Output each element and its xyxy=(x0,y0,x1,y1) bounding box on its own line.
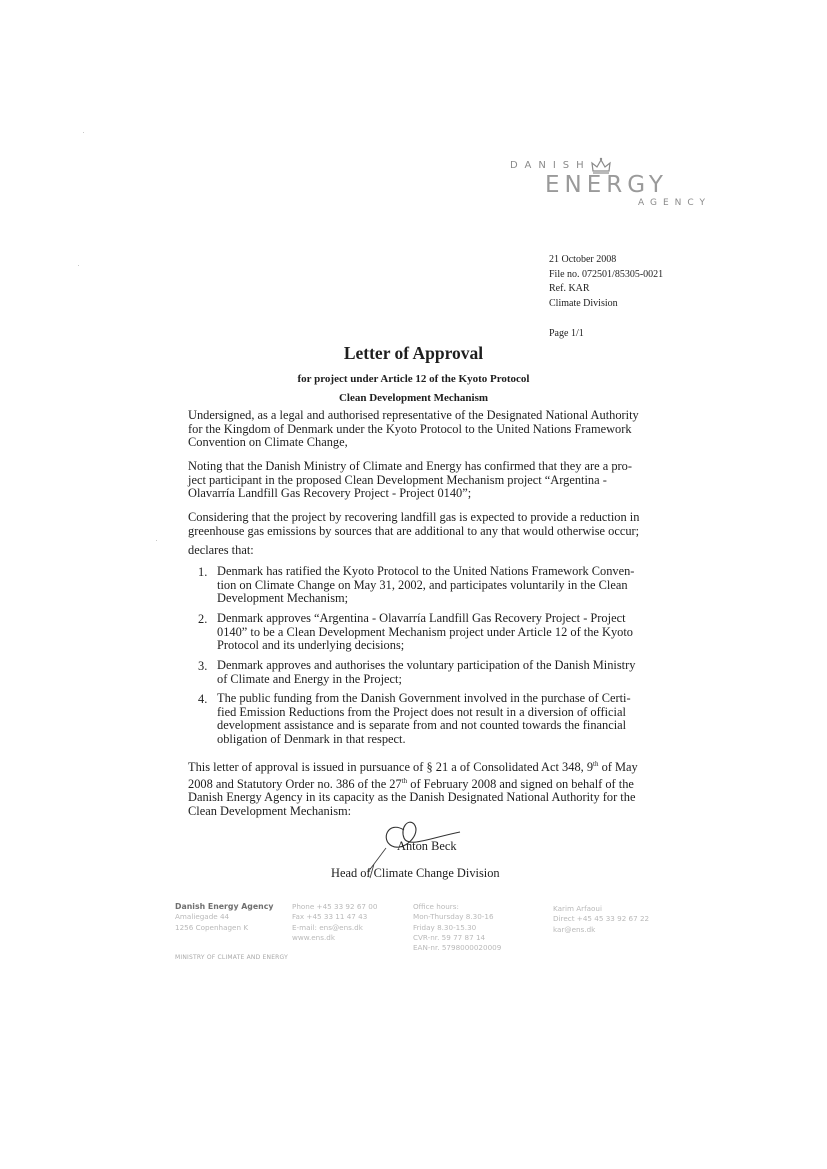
scan-speck xyxy=(83,132,84,133)
logo-energy-text: ENERGY xyxy=(545,172,668,198)
text-line: Denmark has ratified the Kyoto Protocol to the United Nations Framework Conven- xyxy=(217,564,635,578)
declares-line: declares that: xyxy=(188,543,254,557)
footer-website: www.ens.dk xyxy=(292,932,335,942)
letter-subtitle-mechanism: Clean Development Mechanism xyxy=(338,392,489,404)
footer-agency-name: Danish Energy Agency xyxy=(175,902,274,911)
text-line: Undersigned, as a legal and authorised representative of the Designated National Authority xyxy=(188,408,639,422)
text-line: Olavarría Landfill Gas Recovery Project - Project 0140”; xyxy=(188,486,472,501)
text-line: Development Mechanism; xyxy=(217,591,349,606)
logo-danish-text: DANISH xyxy=(510,160,591,171)
footer-direct xyxy=(553,904,649,935)
footer-office-hours: Office hours: xyxy=(413,902,459,911)
text-line: of Climate and Energy in the Project; xyxy=(217,671,402,686)
list-number: 2. xyxy=(198,612,208,626)
text-line: tion on Climate Change on May 31, 2002, and participates voluntarily in the Clean xyxy=(217,577,628,592)
list-item xyxy=(217,612,643,653)
footer-direct-phone: Direct +45 45 33 92 67 22 xyxy=(553,914,650,924)
text-line: Denmark approves “Argentina - Olavarría Landfill Gas Recovery Project - Project xyxy=(217,611,626,625)
list-item xyxy=(217,659,643,686)
footer-agency xyxy=(175,902,273,933)
footer-ean: EAN-nr. 5798000020009 xyxy=(413,943,502,953)
footer-hours xyxy=(413,902,501,953)
text-line: development assistance and is separate from and not counted towards the financial xyxy=(217,718,627,733)
footer-direct-email: kar@ens.dk xyxy=(553,924,596,934)
signatory-name: Anton Beck xyxy=(397,839,457,853)
footer-ministry: MINISTRY OF CLIMATE AND ENERGY xyxy=(175,954,288,961)
division: Climate Division xyxy=(549,297,618,309)
list-item xyxy=(217,565,643,606)
text-line: obligation of Denmark in that respect. xyxy=(217,731,406,746)
footer-contact-name: Karim Arfaoui xyxy=(553,904,602,913)
text-line: Convention on Climate Change, xyxy=(188,435,348,450)
text-line: 2008 and Statutory Order no. 386 of the 27th of February 2008 and signed on behalf of the xyxy=(188,776,634,791)
text-line: fied Emission Reductions from the Project does not result in a diversion of official xyxy=(217,704,626,719)
letter-title: Letter of Approval xyxy=(343,343,484,363)
footer-hours-fri: Friday 8.30-15.30 xyxy=(413,922,477,932)
logo-agency-text: AGENCY xyxy=(638,198,712,208)
text-line: Denmark approves and authorises the voluntary participation of the Danish Ministry xyxy=(217,658,636,672)
footer-city: 1256 Copenhagen K xyxy=(175,922,249,932)
text-line: for the Kingdom of Denmark under the Kyoto Protocol to the United Nations Framework xyxy=(188,421,632,436)
text-line: Protocol and its underlying decisions; xyxy=(217,638,405,653)
list-number: 1. xyxy=(198,565,208,579)
text-line: Considering that the project by recovering landfill gas is expected to provide a reduction in xyxy=(188,510,640,524)
scan-speck xyxy=(78,265,79,266)
page-number: Page 1/1 xyxy=(549,328,584,339)
text-line: ject participant in the proposed Clean Development Mechanism project “Argentina - xyxy=(188,472,607,487)
paragraph-undersigned xyxy=(188,409,643,450)
text-line: The public funding from the Danish Government involved in the purchase of Certi- xyxy=(217,691,631,705)
list-item xyxy=(217,692,643,746)
footer-hours-mon-thu: Mon-Thursday 8.30-16 xyxy=(413,912,494,922)
text-line: greenhouse gas emissions by sources that are additional to any that would otherwise occur; xyxy=(188,523,640,538)
letter-subtitle: for project under Article 12 of the Kyoto Protocol xyxy=(297,373,530,385)
footer-email: E-mail: ens@ens.dk xyxy=(292,922,363,932)
list-number: 4. xyxy=(198,692,208,706)
footer-address: Amaliegade 44 xyxy=(175,912,230,922)
scan-speck xyxy=(156,540,157,541)
paragraph-noting xyxy=(188,460,643,501)
footer-phone: Phone +45 33 92 67 00 xyxy=(292,902,378,911)
paragraph-closing xyxy=(188,758,643,819)
text-line: This letter of approval is issued in pursuance of § 21 a of Consolidated Act 348, 9th of May xyxy=(188,760,638,775)
text-line: Noting that the Danish Ministry of Climate and Energy has confirmed that they are a pro- xyxy=(188,459,632,473)
reference: Ref. KAR xyxy=(549,283,590,295)
text-line: Clean Development Mechanism: xyxy=(188,804,352,819)
letter-meta xyxy=(549,253,663,311)
list-number: 3. xyxy=(198,659,208,673)
text-line: 0140” to be a Clean Development Mechanism project under Article 12 of the Kyoto xyxy=(217,624,633,639)
footer-contact xyxy=(292,902,377,943)
signatory-title: Head of Climate Change Division xyxy=(331,866,500,880)
letter-date: 21 October 2008 xyxy=(549,254,617,265)
footer-cvr: CVR-nr. 59 77 87 14 xyxy=(413,932,486,942)
paragraph-considering xyxy=(188,511,643,538)
footer-fax: Fax +45 33 11 47 43 xyxy=(292,912,368,922)
file-number: File no. 072501/85305-0021 xyxy=(549,268,664,280)
text-line: Danish Energy Agency in its capacity as the Danish Designated National Authority for the xyxy=(188,790,636,805)
